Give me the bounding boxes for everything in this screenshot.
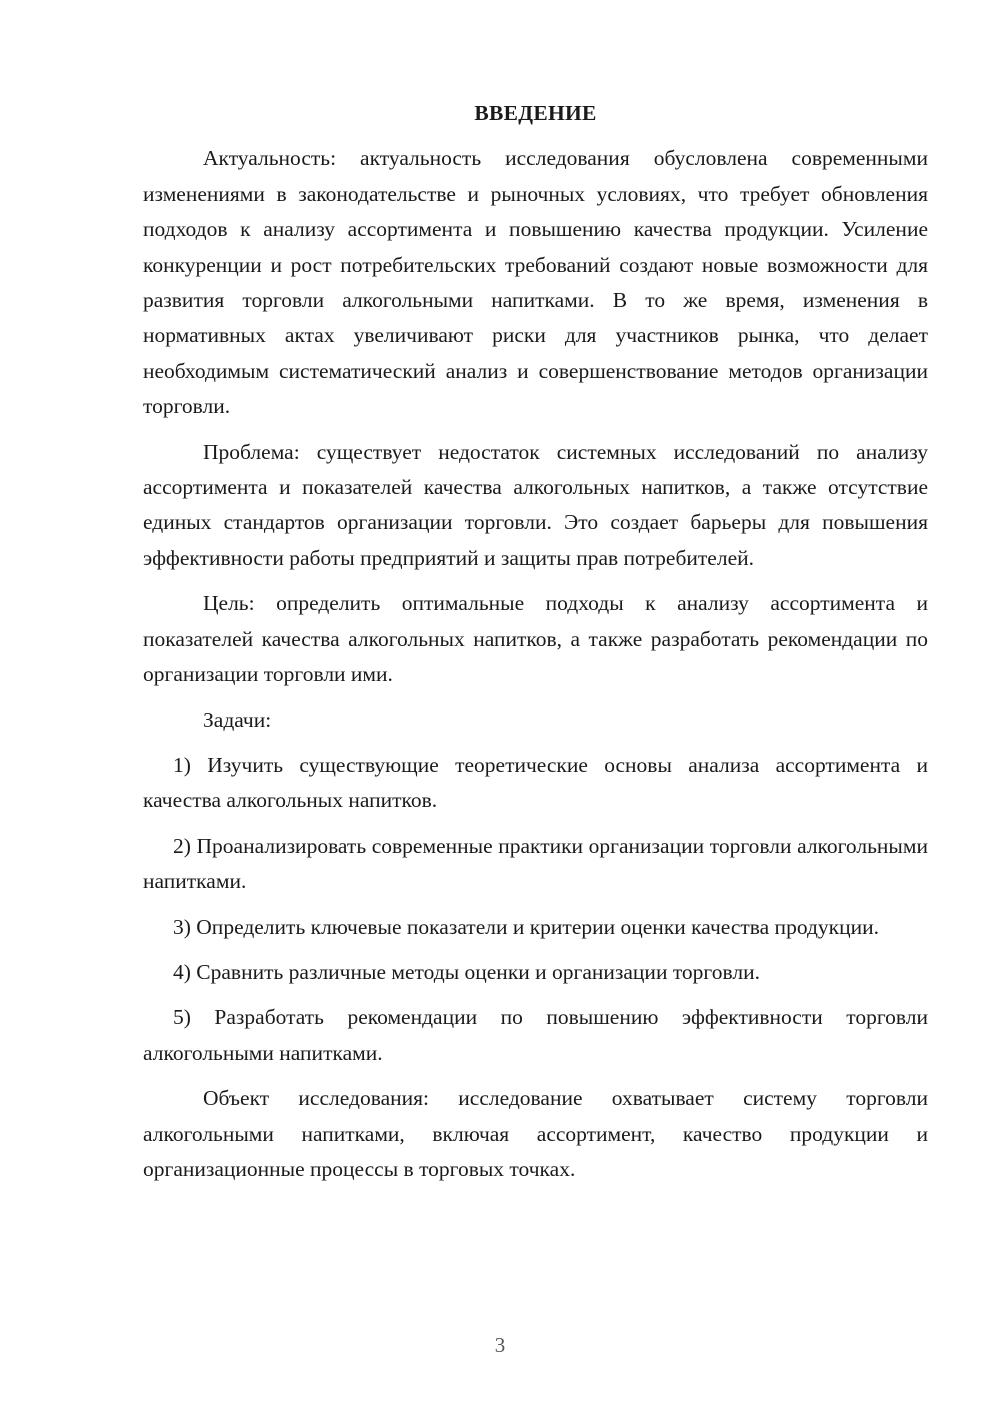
page-number: 3 bbox=[494, 1333, 506, 1357]
object-paragraph: Объект исследования: исследование охватывает систему торговли алкогольными напитками, включая ассортимент, качество продукции и организационные процессы в торговых точках. bbox=[143, 1086, 928, 1181]
section-heading: ВВЕДЕНИЕ bbox=[474, 101, 597, 125]
document-page bbox=[143, 96, 928, 1197]
relevance-paragraph: Актуальность: актуальность исследования обусловлена современными изменениями в законодательстве и рыночных условиях, что требует обновления подходов к анализу ассортимента и повышению качества продукции. Усиление конкуренции и рост потребительских требований создают новые возможности для развития торговли алкогольными напитками. В то же время, изменения в нормативных актах увеличивают риски для участников рынка, что делает необходимым систематический анализ и совершенствование методов организации торговли. bbox=[143, 146, 928, 419]
task-item-5: 5) Разработать рекомендации по повышению эффективности торговли алкогольными напитками. bbox=[143, 1005, 928, 1065]
tasks-label: Задачи: bbox=[203, 707, 272, 732]
task-item-3: 3) Определить ключевые показатели и критерии оценки качества продукции. bbox=[173, 914, 879, 939]
task-item-2: 2) Проанализировать современные практики организации торговли алкогольными напитками. bbox=[143, 833, 928, 894]
problem-paragraph: Проблема: существует недостаток системных исследований по анализу ассортимента и показателей качества алкогольных напитков, а также отсутствие единых стандартов организации торговли. Это создает барьеры для повышения эффективности работы предприятий и защиты прав потребителей. bbox=[143, 439, 928, 570]
task-item-4: 4) Сравнить различные методы оценки и организации торговли. bbox=[173, 959, 760, 984]
task-item-1: 1) Изучить существующие теоретические основы анализа ассортимента и качества алкогольных напитков. bbox=[143, 752, 928, 813]
goal-paragraph: Цель: определить оптимальные подходы к анализу ассортимента и показателей качества алкогольных напитков, а также разработать рекомендации по организации торговли ими. bbox=[143, 591, 928, 687]
